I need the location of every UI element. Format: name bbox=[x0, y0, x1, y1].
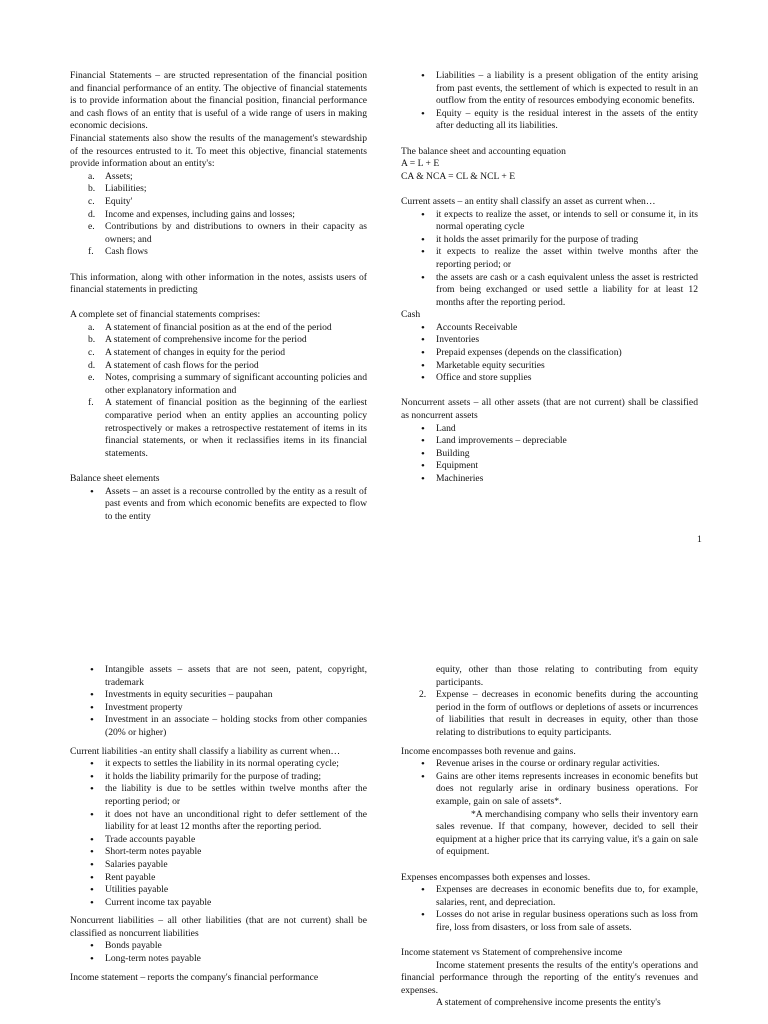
list-item: c. Equity' bbox=[88, 195, 133, 207]
current-liabilities-list bbox=[70, 758, 367, 909]
list-item: • Land bbox=[401, 423, 698, 436]
list-item: • the liability is due to be settles within twelve months after the reporting period; or bbox=[70, 783, 367, 808]
gain-example-note: *A merchandising company who sells their inventory earn sales revenue. If that company, however, decided to sell their equipment at a higher price that its carrying value, it's a gain on sale of equipment. bbox=[436, 808, 698, 858]
list-item: • Investment in an associate – holding stocks from other companies (20% or higher) bbox=[70, 714, 367, 739]
list-item: • Inventories bbox=[401, 334, 698, 347]
list-item: • Revenue arises in the course or ordinary regular activities. bbox=[401, 758, 698, 771]
income-statement-definition: Income statement – reports the company's financial performance bbox=[70, 971, 319, 983]
list-item: • it expects to realize the asset within twelve months after the reporting period; or bbox=[401, 246, 698, 271]
list-item: • Prepaid expenses (depends on the classification) bbox=[401, 347, 698, 360]
cash-heading: Cash bbox=[401, 309, 421, 321]
list-item: c. A statement of changes in equity for the period bbox=[88, 347, 286, 359]
list-item: • it holds the asset primarily for the purpose of trading bbox=[401, 234, 698, 247]
noncurrent-assets-list bbox=[401, 423, 698, 486]
list-item: • Salaries payable bbox=[70, 859, 367, 872]
income-statement-paragraph: Income statement presents the results of the entity's operations and financial performance through the reporting of the entity's revenues and expenses. bbox=[401, 959, 698, 996]
current-liabilities-heading: Current liabilities -an entity shall classify a liability as current when… bbox=[70, 745, 341, 757]
list-item: • Expenses are decreases in economic benefits due to, for example, salaries, rent, and depreciation. bbox=[401, 884, 698, 909]
current-assets-list bbox=[401, 209, 698, 310]
list-item: • it holds the liability primarily for the purpose of trading; bbox=[70, 771, 367, 784]
balance-sheet-elements-list bbox=[70, 486, 367, 524]
list-item: • Marketable equity securities bbox=[401, 360, 698, 373]
equation-line-2: CA & NCA = CL & NCL + E bbox=[401, 170, 516, 182]
list-item: • it expects to settles the liability in its normal operating cycle; bbox=[70, 758, 367, 771]
list-item: f. Cash flows bbox=[88, 246, 148, 258]
list-item: • Intangible assets – assets that are not seen, patent, copyright, trademark bbox=[70, 664, 367, 689]
list-item: b. A statement of comprehensive income for the period bbox=[88, 334, 307, 346]
list-item: • Investment property bbox=[70, 702, 367, 715]
list-item: • Investments in equity securities – paupahan bbox=[70, 689, 367, 702]
list-item: • Short-term notes payable bbox=[70, 846, 367, 859]
complete-set-heading: A complete set of financial statements comprises: bbox=[70, 309, 261, 321]
list-item: e. Notes, comprising a summary of significant accounting policies and other explanatory information and bbox=[88, 372, 367, 396]
income-definition-continued: equity, other than those relating to contributing from equity participants. bbox=[436, 664, 698, 688]
page-gap bbox=[0, 584, 768, 640]
accounting-equation-heading: The balance sheet and accounting equation bbox=[401, 145, 566, 157]
list-item: • Utilities payable bbox=[70, 884, 367, 897]
document-page-2 bbox=[0, 640, 768, 1024]
complete-set-list bbox=[70, 322, 367, 461]
list-item: • Losses do not arise in regular business operations such as loss from fire, loss from disasters, or loss from sale of assets. bbox=[401, 909, 698, 934]
fs-definition: Financial Statements – are structed representation of the financial position and financial performance of an entity. The objective of financial statements is to provide information about the financial position, financial performance and cash flows of an entity that is useful of a wide range of users in making economic decisions. bbox=[70, 70, 367, 132]
expenses-list bbox=[401, 884, 698, 934]
list-item: • Current income tax payable bbox=[70, 897, 367, 910]
liabilities-equity-list bbox=[401, 70, 698, 133]
income-heading: Income encompasses both revenue and gains. bbox=[401, 745, 576, 757]
list-item: • Trade accounts payable bbox=[70, 834, 367, 847]
list-item: • Bonds payable bbox=[70, 940, 367, 953]
list-item: a. A statement of financial position as at the end of the period bbox=[88, 321, 332, 333]
list-item: • Land improvements – depreciable bbox=[401, 435, 698, 448]
list-item: • Rent payable bbox=[70, 872, 367, 885]
list-item: • it expects to realize the asset, or intends to sell or consume it, in its normal operating cycle bbox=[401, 209, 698, 234]
list-item: • Equity – equity is the residual interest in the assets of the entity after deducting all its liabilities. bbox=[401, 108, 698, 133]
cash-list bbox=[401, 322, 698, 385]
list-item: • the assets are cash or a cash equivalent unless the asset is restricted from being exchanged or used settle a liability for at least 12 months after the reporting period. bbox=[401, 272, 698, 310]
page2-left-column bbox=[70, 664, 367, 984]
list-item: • Building bbox=[401, 448, 698, 461]
list-item: 2. Expense – decreases in economic benefits during the accounting period in the form of outflows or depletions of assets or incurrences of liabilities that result in decreases in equity, other than those relating to distributions to equity participants. bbox=[419, 689, 698, 738]
list-item: • Machineries bbox=[401, 473, 698, 486]
noncurrent-assets-continued-list bbox=[70, 664, 367, 740]
list-item: • Office and store supplies bbox=[401, 372, 698, 385]
noncurrent-liabilities-list bbox=[70, 940, 367, 965]
notes-paragraph: This information, along with other information in the notes, assists users of financial statements in predicting bbox=[70, 271, 367, 296]
noncurrent-liabilities-heading: Noncurrent liabilities – all other liabilities (that are not current) shall be classified as noncurrent liabilities bbox=[70, 915, 367, 939]
balance-sheet-elements-heading: Balance sheet elements bbox=[70, 473, 160, 484]
list-item: • Equipment bbox=[401, 460, 698, 473]
list-item: • Assets – an asset is a recourse controlled by the entity as a result of past events and from which economic benefits are expected to flow to the entity bbox=[70, 486, 367, 524]
fs-info-list bbox=[70, 171, 367, 259]
list-item: • Liabilities – a liability is a present obligation of the entity arising from past events, the settlement of which is expected to result in an outflow from the entity of resources embodying economic benefits. bbox=[401, 70, 698, 108]
is-vs-sci-heading: Income statement vs Statement of comprehensive income bbox=[401, 947, 623, 959]
fs-stewardship: Financial statements also show the results of the management's stewardship of the resources entrusted to it. To meet this objective, financial statements provide information about an entity's: bbox=[70, 132, 367, 170]
income-expense-definitions-list bbox=[401, 689, 698, 739]
noncurrent-assets-heading: Noncurrent assets – all other assets (that are not current) shall be classified as noncurrent assets bbox=[401, 397, 698, 422]
list-item: • Accounts Receivable bbox=[401, 322, 698, 335]
page1-left-column bbox=[70, 70, 367, 523]
list-item: • Long-term notes payable bbox=[70, 953, 367, 966]
list-item: a. Assets; bbox=[88, 170, 133, 182]
list-item: • Gains are other items represents increases in economic benefits but does not regularly arise in ordinary business operations. For example, gain on sale of assets*. bbox=[401, 771, 698, 809]
page1-right-column bbox=[401, 70, 698, 486]
income-list bbox=[401, 758, 698, 808]
list-item: b. Liabilities; bbox=[88, 183, 147, 195]
list-item: • it does not have an unconditional right to defer settlement of the liability for at least 12 months after the reporting period. bbox=[70, 809, 367, 834]
list-item: d. Income and expenses, including gains and losses; bbox=[88, 208, 295, 220]
list-item: d. A statement of cash flows for the period bbox=[88, 359, 259, 371]
list-item: e. Contributions by and distributions to owners in their capacity as owners; and bbox=[88, 221, 367, 245]
sci-paragraph: A statement of comprehensive income presents the entity's bbox=[436, 997, 661, 1009]
equation-line-1: A = L + E bbox=[401, 158, 440, 170]
page-number: 1 bbox=[697, 534, 702, 545]
expenses-heading: Expenses encompasses both expenses and losses. bbox=[401, 871, 591, 883]
current-assets-heading: Current assets – an entity shall classify an asset as current when… bbox=[401, 195, 656, 207]
page2-right-column bbox=[401, 664, 698, 1010]
list-item: f. A statement of financial position as the beginning of the earliest comparative period when an entity applies an accounting policy retrospectively or makes a retrospective restatement of items in its financial statements, or when it reclassifies items in its financial statements. bbox=[88, 397, 367, 459]
